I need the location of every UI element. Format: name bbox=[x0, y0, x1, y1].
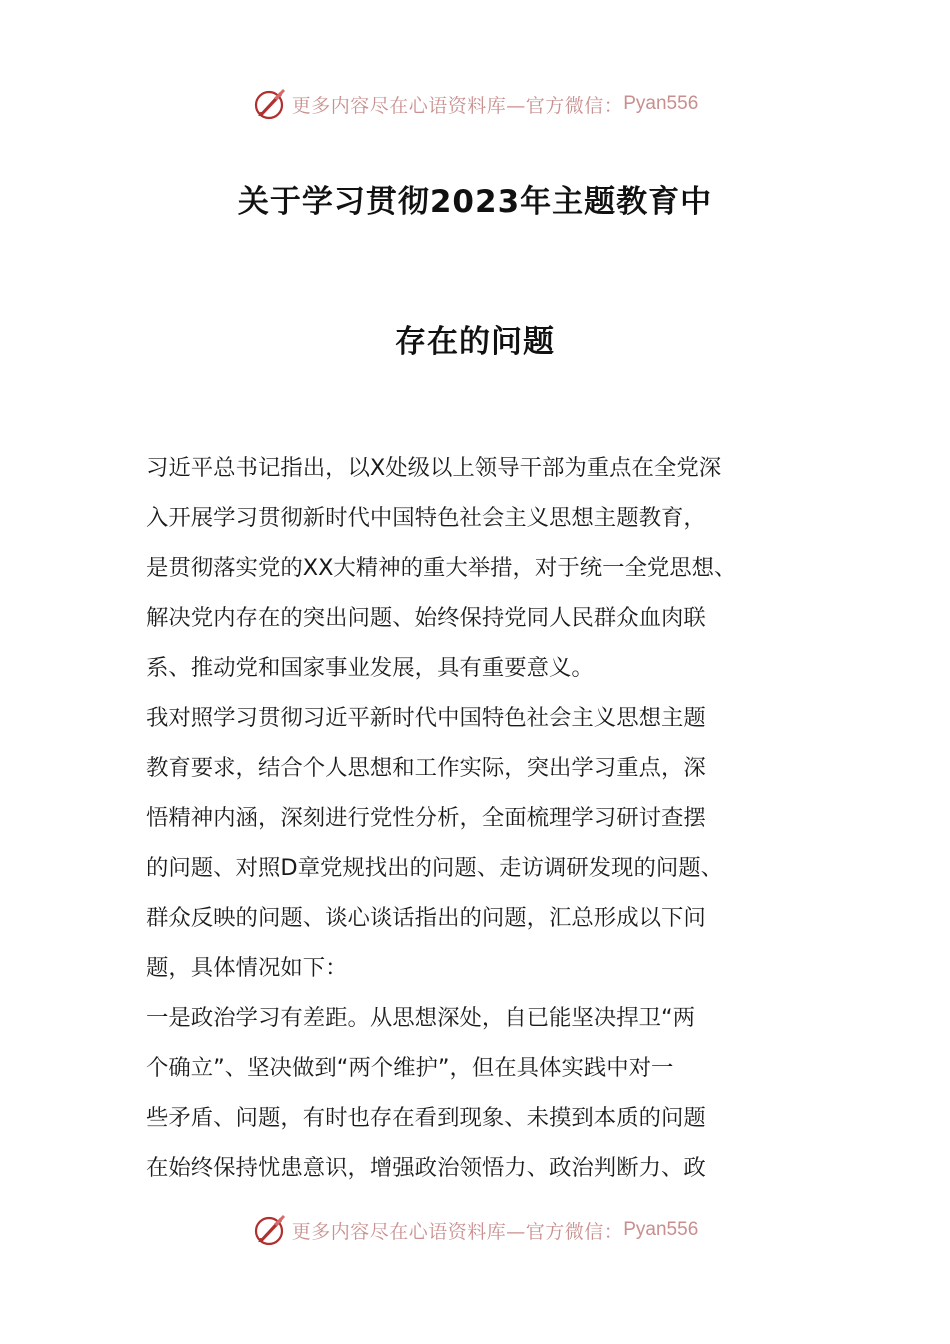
body-line: 解决党内存在的突出问题、始终保持党同人民群众血肉联 bbox=[146, 605, 706, 631]
body-line: 的问题、对照D章党规找出的问题、走访调研发现的问题、 bbox=[146, 855, 724, 881]
body-line: 个确立”、坚决做到“两个维护”，但在具体实践中对一 bbox=[146, 1055, 674, 1081]
body-line: 群众反映的问题、谈心谈话指出的问题，汇总形成以下问 bbox=[146, 905, 706, 931]
body-line: 我对照学习贯彻习近平新时代中国特色社会主义思想主题 bbox=[146, 705, 706, 731]
document-title-line-2: 存在的问题 bbox=[395, 324, 555, 360]
watermark-text: 更多内容尽在心语资料库—官方微信： bbox=[291, 1220, 624, 1243]
body-line: 习近平总书记指出，以X处级以上领导干部为重点在全党深 bbox=[146, 455, 722, 481]
document-body bbox=[146, 443, 810, 1193]
body-line: 入开展学习贯彻新时代中国特色社会主义思想主题教育， bbox=[146, 505, 706, 531]
footer-watermark bbox=[0, 1210, 950, 1250]
header-watermark bbox=[0, 84, 950, 124]
quill-logo-icon bbox=[252, 86, 288, 122]
watermark-text: 更多内容尽在心语资料库—官方微信： bbox=[291, 94, 624, 117]
watermark-wechat-id: Pyan556 bbox=[623, 1219, 699, 1240]
body-line: 是贯彻落实党的XX大精神的重大举措，对于统一全党思想、 bbox=[146, 555, 737, 581]
document-title-line-1: 关于学习贯彻2023年主题教育中 bbox=[237, 184, 713, 220]
body-line: 一是政治学习有差距。从思想深处，自已能坚决捍卫“两 bbox=[146, 1005, 695, 1031]
quill-logo-icon bbox=[252, 1212, 288, 1248]
body-line: 教育要求，结合个人思想和工作实际，突出学习重点，深 bbox=[146, 755, 706, 781]
body-line: 悟精神内涵，深刻进行党性分析，全面梳理学习研讨查摆 bbox=[146, 805, 706, 831]
watermark-wechat-id: Pyan556 bbox=[623, 93, 699, 114]
body-line: 些矛盾、问题，有时也存在看到现象、未摸到本质的问题 bbox=[146, 1105, 706, 1131]
body-line: 系、推动党和国家事业发展，具有重要意义。 bbox=[146, 655, 594, 681]
body-line: 在始终保持忧患意识，增强政治领悟力、政治判断力、政 bbox=[146, 1155, 706, 1181]
body-line: 题，具体情况如下： bbox=[146, 955, 348, 981]
